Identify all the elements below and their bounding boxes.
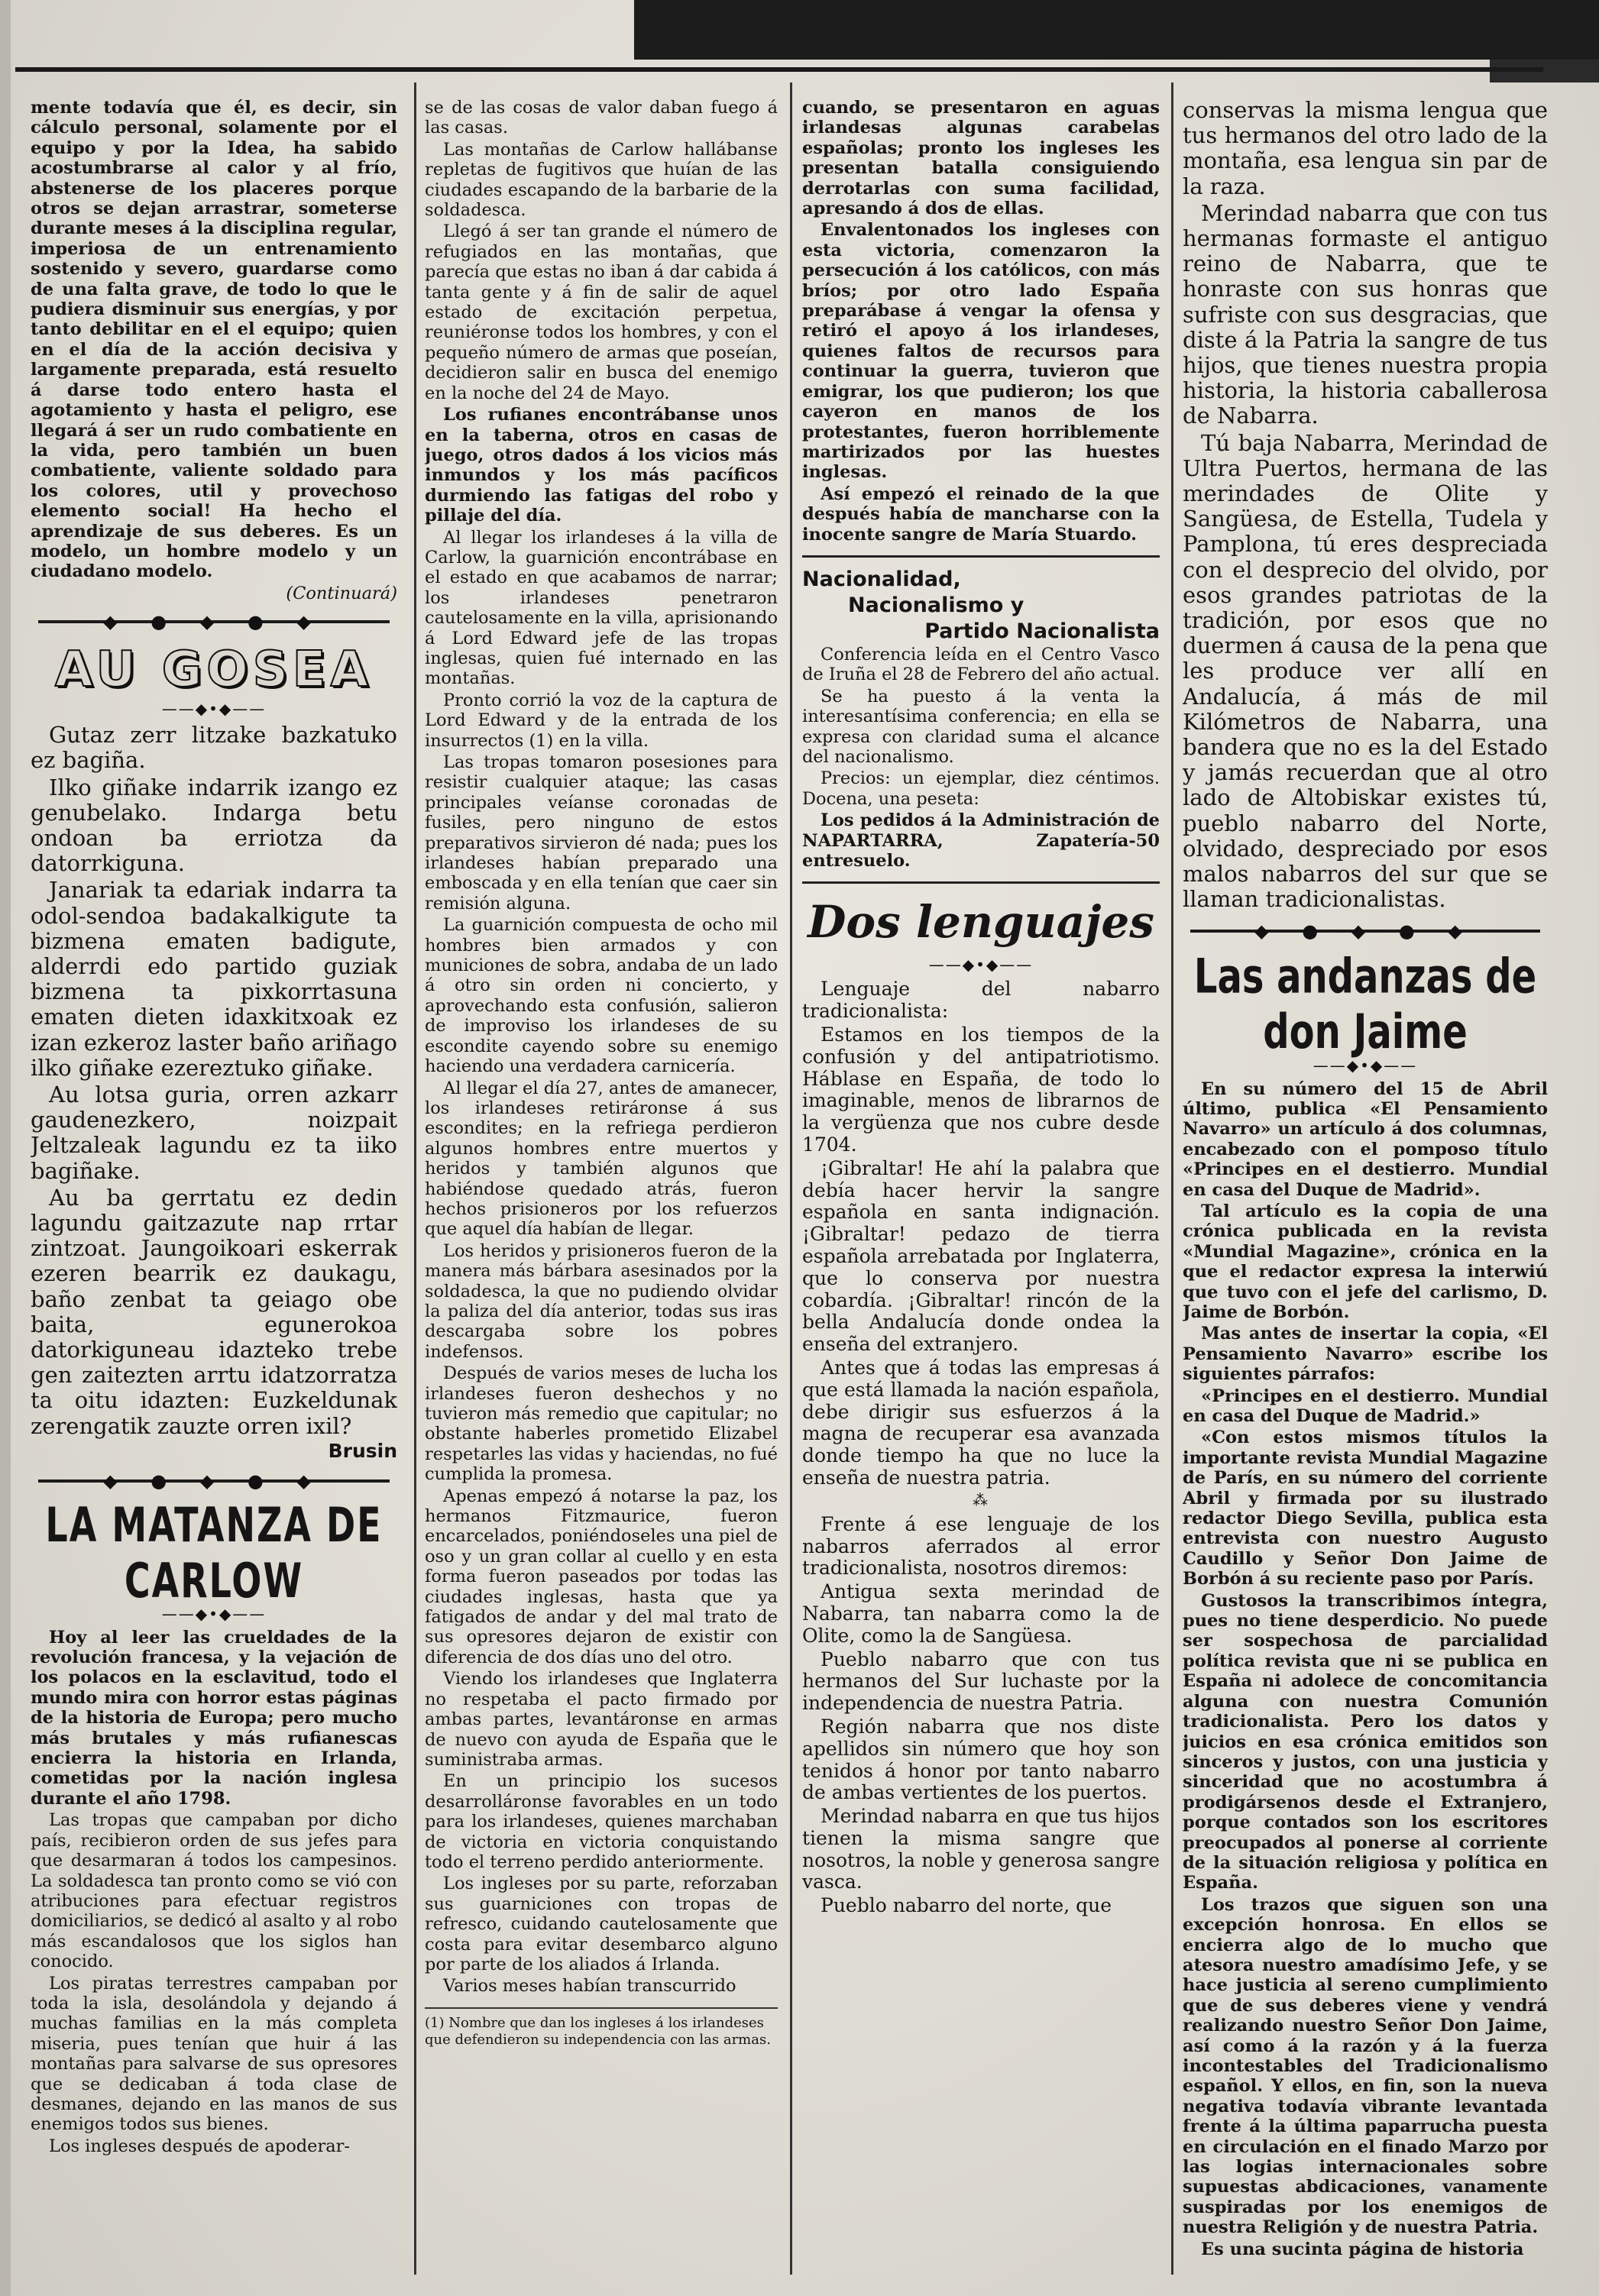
column-rule-2 <box>790 82 792 2275</box>
ad-heading-line-2: Nacionalismo y <box>848 593 1024 617</box>
continued-note: (Continuará) <box>286 583 397 603</box>
paragraph: En un principio los sucesos desarrolláronse favorables en un todo para los irlandeses, quienes marchaban de victoria en victoria conquistando todo el terreno perdido anteriormente. <box>425 1771 778 1872</box>
paragraph: Merindad nabarra en que tus hijos tienen la misma sangre que nosotros, la noble y generosa sangre vasca. <box>802 1805 1160 1893</box>
signature: Brusin <box>328 1439 397 1462</box>
paragraph: Al llegar los irlandeses á la villa de Carlow, la guarnición encontrábase en el estado en que acabamos de narrar; los irlandeses penetraron cautelosamente en la villa, aprisionando á Lord Edward jefe de las tropas inglesas, quien fué internado en las montañas. <box>425 527 778 689</box>
headline-au-gosea: AU GOSEA <box>54 642 374 699</box>
paragraph: Tú baja Nabarra, Merindad de Ultra Puertos, hermana de las merindades de Olite y Sangüesa, de Estella, Tudela y Pamplona, tú eres despreciada con el desprecio del olvido, por esos grandes patriotas de la tradición, por esos que no duermen á causa de la pena que les produce ver allí en Andalucía, á más de mil Kilómetros de Nabarra, una bandera que no es la del Estado y jamás recuerdan que al otro lado de Altobiskar existes tú, pueblo nabarro del Norte, olvidado, despreciado por esos malos nabarros del sur que se llaman tradicionalistas. <box>1183 429 1548 913</box>
small-ornament: ——◆•◆—— <box>1313 1056 1418 1075</box>
paragraph: En su número del 15 de Abril último, publica «El Pensamiento Navarro» un artículo á dos columnas, encabezado con el pomposo título «Principes en el destierro. Mundial en casa del Duque de Madrid». <box>1183 1078 1548 1200</box>
paragraph: Conferencia leída en el Centro Vasco de Iruña el 28 de Febrero del año actual. <box>802 644 1160 685</box>
paragraph: Las tropas que campaban por dicho país, recibieron orden de sus jefes para que desarmaran á todos los campesinos. La soldadesca tan pronto como se vió con atribuciones para efectuar registros domiciliarios, se dedicó al asalto y al robo más escandalosos que los siglos han conocido. <box>31 1810 397 1972</box>
paragraph: Au lotsa guria, orren azkarr gaudenezkero, noizpait Jeltzaleak lagundu ez ta iiko bagiñake. <box>31 1082 397 1184</box>
paragraph: Región nabarra que nos diste apellidos sin número que hoy son tenidos á honor por tanto nabarro de ambas vertientes de los puertos. <box>802 1715 1160 1804</box>
paragraph: Las tropas tomaron posesiones para resistir cualquier ataque; las casas principales veíanse coronadas de fusiles, pero ninguno de estos preparativos sirvieron dé nada; pues los irlandeses habían preparado una emboscada y en ella tenían que caer sin remisión alguna. <box>425 752 778 914</box>
paragraph: ¡Gibraltar! He ahí la palabra que debía hacer hervir la sangre española en santa indignación. ¡Gibraltar! pedazo de tierra española arrebatada por Inglaterra, que lo conserva por nuestra cobardía. ¡Gibraltar! rincón de la bella Andalucía donde ondea la enseña del extranjero. <box>802 1156 1160 1356</box>
paragraph: Tal artículo es la copia de una crónica publicada en la revista «Mundial Magazine», crónica en la que el redactor expresa la interwiú que tuvo con el jefe del carlismo, D. Jaime de Borbón. <box>1183 1201 1548 1322</box>
paragraph: Precios: un ejemplar, diez céntimos. Docena, una peseta: <box>802 768 1160 809</box>
paragraph: Viendo los irlandeses que Inglaterra no respetaba el pacto firmado por ambas partes, levantáronse en armas de nuevo con ayuda de España que le suministraba armas. <box>425 1669 778 1770</box>
paragraph: Se ha puesto á la venta la interesantísima conferencia; en ella se expresa con claridad suma el alcance del nacionalismo. <box>802 686 1160 767</box>
paragraph: conservas la misma lengua que tus hermanos del otro lado de la montaña, esa lengua sin par de la raza. <box>1183 98 1548 199</box>
paragraph: se de las cosas de valor daban fuego á las casas. <box>425 98 778 138</box>
small-ornament: ——◆•◆—— <box>928 956 1034 975</box>
paragraph: Los pedidos á la Administración de NAPARTARRA, Zapatería-50 entresuelo. <box>802 810 1160 871</box>
ornament-divider: ◆ ● ◆ ● ◆ <box>31 605 397 639</box>
paragraph: Es una sucinta página de historia <box>1201 2239 1524 2259</box>
paragraph: Pueblo nabarro del norte, que <box>821 1894 1112 1917</box>
paragraph: Ilko giñake indarrik izango ez genubelako. Indarga betu ondoan ba erriotza da datorrkiguna. <box>31 774 397 877</box>
section-rule <box>802 555 1160 558</box>
column-4 <box>1183 98 1548 2290</box>
paragraph: Los trazos que siguen son una excepción honrosa. En ellos se encierra algo de lo mucho que atesora nuestro amadísimo Jefe, y se hace justicia al sereno cumplimiento que de sus deberes viene y vendrá realizando nuestro Señor Don Jaime, así como á la razón y á la fuerza incontestables del Tradicionalismo español. Y ellos, en fin, son la nueva negativa todavía vibrante levantada frente á la última paparrucha puesta en circulación en el finado Marzo por las logias internacionales sobre supuestas abdicaciones, vanamente suspiradas por los enemigos de nuestra Religión y de nuestra Patria. <box>1183 1894 1548 2238</box>
paragraph: Janariak ta edariak indarra ta odol-sendoa badakalkigute ta bizmena ematen badigute, alderrdi edo partido guziak bizmena ta pixkorrtasuna ematen dieten idaxkitxoak ez izan ezkeroz laster baño ariñago ilko giñake ezereztuko giñake. <box>31 877 397 1081</box>
paragraph: Envalentonados los ingleses con esta victoria, comenzaron la persecución á los católicos, con más bríos; por otro lado España preparábase á vengar la ofensa y retiró el apoyo á los irlandeses, quienes faltos de recursos para continuar la guerra, tuvieron que emigrar, los que pudieron; los que cayeron en manos de los protestantes, fueron horriblemente martirizados por las huestes inglesas. <box>802 220 1160 483</box>
asterism: ⁂ <box>973 1490 989 1509</box>
column-rule-3 <box>1171 82 1173 2275</box>
paragraph: Au ba gerrtatu ez dedin lagundu gaitzazute nap rrtar zintzoat. Jaungoikoari eskerrak ezeren bearrik ez daukagu, baño zenbat ta geiago obe baita, egunerokoa datorkiguneau idazteko trebe gen zaitezten arrtu idatzorratza ta oitu idazten: Euzkeldunak zerengatik zauzte orren ixil? <box>31 1184 397 1439</box>
column-1 <box>31 98 397 2290</box>
ad-heading-line-1: Nacionalidad, <box>802 567 961 591</box>
paragraph: Antigua sexta merindad de Nabarra, tan nabarra como la de Olite, como la de Sangüesa. <box>802 1580 1160 1647</box>
section-rule <box>802 881 1160 884</box>
paragraph: Estamos en los tiempos de la confusión y del antipatriotismo. Háblase en España, de todo lo imaginable, menos de librarnos de la vergüenza que nos cubre desde 1704. <box>802 1023 1160 1156</box>
paragraph: Gustosos la transcribimos íntegra, pues no tiene desperdicio. No puede ser sospechosa de parcialidad política revista que ni se publica en España ni adolece de concomitancia alguna con nuestra Comunión tradicionalista. Pero los datos y juicios en esa crónica emitidos son sinceros y justos, con una justicia y sinceridad que no acostumbra á prodigársenos desde el Extranjero, porque contados son los escritores preocupados al ponerse al corriente de la situación religiosa y política en España. <box>1183 1590 1548 1893</box>
column-rule-1 <box>414 82 416 2275</box>
paragraph: Los ingleses por su parte, reforzaban sus guarniciones con tropas de refresco, cuidando cautelosamente que costa para evitar desembarco alguno por parte de los aliados á Irlanda. <box>425 1874 778 1974</box>
paragraph: Varios meses habían transcurrido <box>443 1976 736 1997</box>
paragraph: Así empezó el reinado de la que después había de mancharse con la inocente sangre de María Stuardo. <box>802 483 1160 545</box>
paragraph: Lenguaje del nabarro tradicionalista: <box>802 978 1160 1023</box>
paragraph: Llegó á ser tan grande el número de refugiados en las montañas, que parecía que estas no iban á dar cabida á tanta gente y á fin de salir de aquel estado de excitación perpetua, reuniéronse todos los hombres, y con el pequeño número de armas que poseían, decidieron salir en busca del enemigo en la noche del 24 de Mayo. <box>425 222 778 403</box>
paragraph: Los heridos y prisioneros fueron de la manera más bárbara asesinados por la soldadesca, la que no pudiendo olvidar la paliza del día anterior, todas sus iras descargaba sobre los pobres indefensos. <box>425 1240 778 1362</box>
ad-heading-line-3: Partido Nacionalista <box>924 619 1160 643</box>
small-ornament: ——◆•◆—— <box>161 1604 267 1623</box>
small-ornament: ——◆•◆—— <box>161 700 267 719</box>
paragraph: Pueblo nabarro que con tus hermanos del Sur luchaste por la independencia de nuestra Patria. <box>802 1648 1160 1715</box>
ornament-divider: ◆ ● ◆ ● ◆ <box>31 1464 397 1498</box>
article-continuation: mente todavía que él, es decir, sin cálculo personal, solamente por el equipo y por la Idea, ha sabido acostumbrarse al calor y al frío, abstenerse de los placeres porque otros se dejan arrastrar, someterse durante meses á la disciplina regular, imperiosa de un entrenamiento sostenido y severo, guardarse como de una falta grave, de todo lo que le pudiera disminuir sus energías, y por tanto debilitar en el el equipo; quien en el día de la acción decisiva y largamente preparada, está resuelto á darse todo entero hasta el agotamiento y hasta el peligro, ese llegará á ser un rudo combatiente en la vida, pero también un buen combatiente, valiente soldado para los colores, util y provechoso elemento social! Ha hecho el aprendizaje de sus deberes. Es un modelo, un hombre modelo y un ciudadano modelo. <box>31 98 397 582</box>
ornament-divider: ◆ ● ◆ ● ◆ <box>1183 914 1548 948</box>
paragraph: Hoy al leer las crueldades de la revolución francesa, y la vejación de los polacos en la esclavitud, todo el mundo mira con horror estas páginas de la historia de Europa; pero mucho más brutales y más rufianescas encierra la historia en Irlanda, cometidas por la nación inglesa durante el año 1798. <box>31 1627 397 1809</box>
column-3 <box>802 98 1160 2290</box>
paragraph: Los rufianes encontrábanse unos en la taberna, otros en casas de juego, otros dados á los vicios más inmundos y los más pacíficos durmiendo las fatigas del robo y pillaje del día. <box>425 405 778 526</box>
scan-dark-band <box>634 0 1599 60</box>
paragraph: Pronto corrió la voz de la captura de Lord Edward y de la entrada de los insurrectos (1) en la villa. <box>425 690 778 751</box>
paragraph: «Con estos mismos títulos la importante revista Mundial Magazine de París, en su número del corriente Abril y firmada por su ilustrado redactor Diego Sevilla, publica esta entrevista con nuestro Augusto Caudillo y Señor Don Jaime de Borbón á su reciente paso por París. <box>1183 1428 1548 1589</box>
paragraph: Apenas empezó á notarse la paz, los hermanos Fitzmaurice, fueron encarcelados, poniéndoseles una piel de oso y un gran collar al cuello y en esta forma fueron paseados por todas las ciudades inglesas, hasta que ya fatigados de andar y del mal trato de sus opresores dejaron de existir con diferencia de dos días uno del otro. <box>425 1486 778 1667</box>
paragraph: Merindad nabarra que con tus hermanas formaste el antiguo reino de Nabarra, que te honraste con sus honras que sufriste con sus desgracias, que diste á la Patria la sangre de tus hijos, que tienes nuestra propia historia, la historia caballerosa de Nabarra. <box>1183 199 1548 429</box>
paragraph: cuando, se presentaron en aguas irlandesas algunas carabelas españolas; pronto los ingleses les presentan batalla consiguiendo derrotarlas con suma facilidad, apresando á dos de ellas. <box>802 98 1160 219</box>
paragraph: Después de varios meses de lucha los irlandeses fueron deshechos y no tuvieron más remedio que capitular; no obstante haberles prometido Elizabel respetarles las vidas y haciendas, no fué cumplida la promesa. <box>425 1363 778 1485</box>
paragraph: Los piratas terrestres campaban por toda la isla, desolándola y dejando á muchas familias en la más completa miseria, pues tenían que huir á las montañas para salvarse de sus opresores que se dedicaban á toda clase de desmanes, dejando en las manos de sus enemigos todos sus bienes. <box>31 1973 397 2135</box>
paragraph: Frente á ese lenguaje de los nabarros aferrados al error tradicionalista, nosotros diremos: <box>802 1512 1160 1580</box>
paragraph: «Principes en el destierro. Mundial en casa del Duque de Madrid.» <box>1183 1386 1548 1426</box>
headline-andanzas: Las andanzas de don Jaime <box>1193 948 1537 1060</box>
paragraph: Gutaz zerr litzake bazkatuko ez bagiña. <box>31 722 397 774</box>
headline-dos-lenguajes: Dos lenguajes <box>808 896 1154 949</box>
paragraph: Antes que á todas las empresas á que está llamada la nación española, debe dirigir sus esfuerzos á la magna de recuperar esa avanzada donde tiempo ha que no luce la enseña de nuestra patria. <box>802 1356 1160 1489</box>
column-2 <box>425 98 778 2290</box>
paragraph: Las montañas de Carlow hallábanse repletas de fugitivos que huían de las ciudades escapando de la barbarie de la soldadesca. <box>425 139 778 221</box>
headline-matanza: LA MATANZA DE CARLOW <box>45 1496 383 1609</box>
footnote: (1) Nombre que dan los ingleses á los irlandeses que defendieron su independencia con las armas. <box>425 2007 778 2049</box>
paragraph: Mas antes de insertar la copia, «El Pensamiento Navarro» escribe los siguientes párrafos: <box>1183 1324 1548 1385</box>
page-edge <box>0 0 11 2296</box>
paragraph: Los ingleses después de apoderar- <box>49 2136 351 2156</box>
paragraph: La guarnición compuesta de ocho mil hombres bien armados y con municiones de sobra, andaba de un lado á otro sin orden ni concierto, y aprovechando esta confusión, salieron de improviso los irlandeses de su escondite cayendo sobre su enemigo haciendo una verdadera carnicería. <box>425 915 778 1077</box>
paragraph: Al llegar el día 27, antes de amanecer, los irlandeses retiráronse á sus escondites; en la refriega perdieron algunos hombres entre muertos y heridos y también algunos que habiéndose quedado atrás, fueron hechos prisioneros por los refuerzos que aquel día habían de llegar. <box>425 1078 778 1240</box>
header-rule <box>15 67 1543 72</box>
